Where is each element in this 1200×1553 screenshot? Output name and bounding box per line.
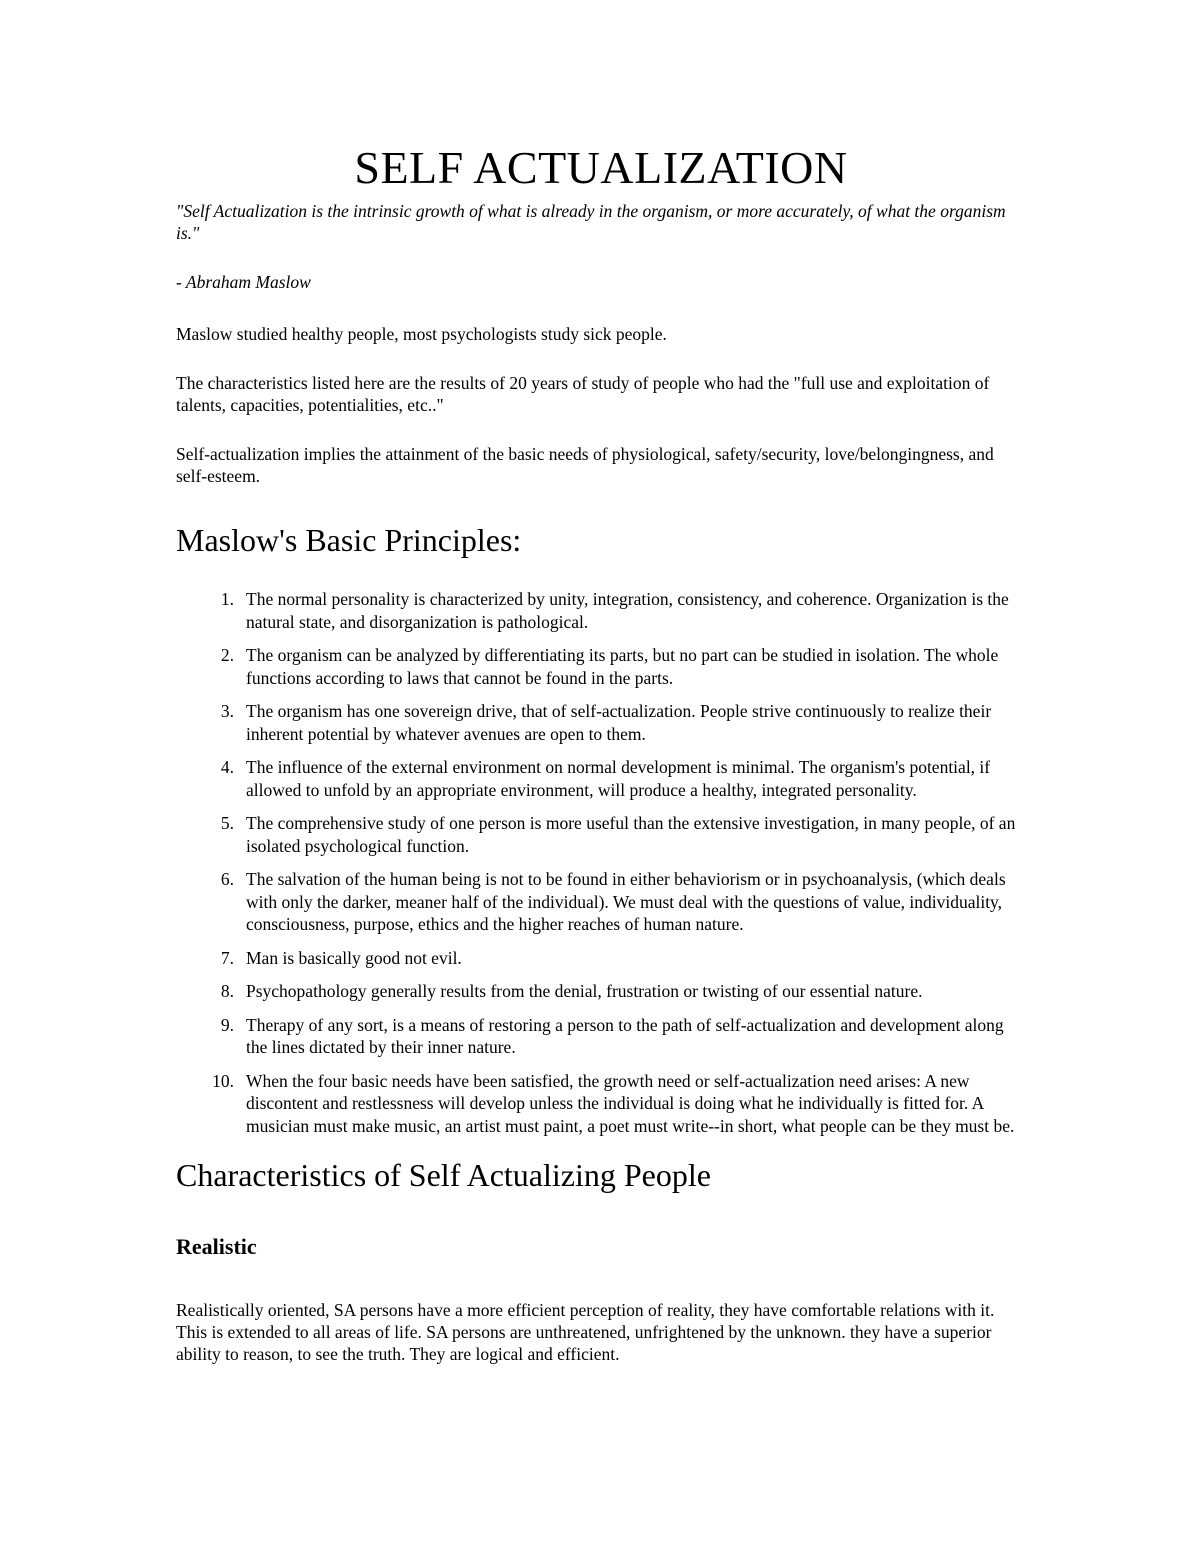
principle-item xyxy=(176,812,1026,857)
principle-item xyxy=(176,980,1026,1003)
principle-item xyxy=(176,756,1026,801)
principle-text: The organism can be analyzed by differentiating its parts, but no part can be studied in isolation. The whole functions according to laws that cannot be found in the parts. xyxy=(246,645,999,688)
principle-item xyxy=(176,868,1026,936)
principle-item xyxy=(176,644,1026,689)
quote-attribution: - Abraham Maslow xyxy=(176,272,311,292)
principle-text: Psychopathology generally results from the denial, frustration or twisting of our essential nature. xyxy=(246,981,923,1001)
intro-paragraph-3: Self-actualization implies the attainment of the basic needs of physiological, safety/security, love/belongingness, and self-esteem. xyxy=(176,444,994,486)
characteristics-heading: Characteristics of Self Actualizing People xyxy=(176,1157,711,1193)
principle-number: 8. xyxy=(220,981,234,1001)
principle-number: 4. xyxy=(220,757,234,777)
principle-number: 1. xyxy=(220,589,234,609)
principle-item xyxy=(176,1014,1026,1059)
principle-number: 3. xyxy=(220,701,234,721)
realistic-heading: Realistic xyxy=(176,1234,257,1259)
principle-item xyxy=(176,700,1026,745)
principle-text: Therapy of any sort, is a means of restoring a person to the path of self-actualization and development along the lines dictated by their inner nature. xyxy=(246,1014,1004,1057)
principle-text: The normal personality is characterized by unity, integration, consistency, and coherence. Organization is the natural state, and disorganization is pathological. xyxy=(246,589,1009,632)
principles-list xyxy=(176,588,1026,1137)
principle-text: Man is basically good not evil. xyxy=(246,947,462,968)
principle-number: 7. xyxy=(220,947,234,968)
principle-item xyxy=(176,588,1026,633)
principle-item xyxy=(176,1070,1026,1138)
document-title: SELF ACTUALIZATION xyxy=(354,142,848,193)
principle-text: The influence of the external environment on normal development is minimal. The organism's potential, if allowed to unfold by an appropriate environment, will produce a healthy, integrated personality. xyxy=(246,757,991,800)
principle-number: 5. xyxy=(220,813,234,833)
realistic-paragraph: Realistically oriented, SA persons have a more efficient perception of reality, they have comfortable relations with it. This is extended to all areas of life. SA persons are unthreatened, unfrightened by the unknown. they have a superior ability to reason, to see the truth. They are logical and efficient. xyxy=(176,1300,995,1364)
principle-number: 6. xyxy=(220,869,234,889)
principle-text: The organism has one sovereign drive, that of self-actualization. People strive continuously to realize their inherent potential by whatever avenues are open to them. xyxy=(246,701,992,744)
maslow-quote: "Self Actualization is the intrinsic growth of what is already in the organism, or more accurately, of what the organism is." xyxy=(176,201,1006,243)
intro-paragraph-1: Maslow studied healthy people, most psychologists study sick people. xyxy=(176,324,667,344)
principles-heading: Maslow's Basic Principles: xyxy=(176,522,522,558)
document-page xyxy=(176,140,1026,1365)
principle-item xyxy=(176,947,1026,970)
principle-text: The salvation of the human being is not to be found in either behaviorism or in psychoanalysis, (which deals with only the darker, meaner half of the individual). We must deal with the questions of value, individuality, consciousness, purpose, ethics and the higher reaches of human nature. xyxy=(246,869,1006,934)
principle-number: 9. xyxy=(220,1014,234,1035)
intro-paragraph-2: The characteristics listed here are the results of 20 years of study of people who had the "full use and exploitation of talents, capacities, potentialities, etc.." xyxy=(176,373,990,415)
principle-number: 2. xyxy=(220,645,234,665)
principle-text: When the four basic needs have been satisfied, the growth need or self-actualization need arises: A new discontent and restlessness will develop unless the individual is doing what he individually is fitted for. A musician must make music, an artist must paint, a poet must write--in short, what people can be they must be. xyxy=(246,1070,1015,1136)
principle-text: The comprehensive study of one person is more useful than the extensive investigation, in many people, of an isolated psychological function. xyxy=(246,813,1016,856)
principle-number: 10. xyxy=(212,1070,234,1091)
